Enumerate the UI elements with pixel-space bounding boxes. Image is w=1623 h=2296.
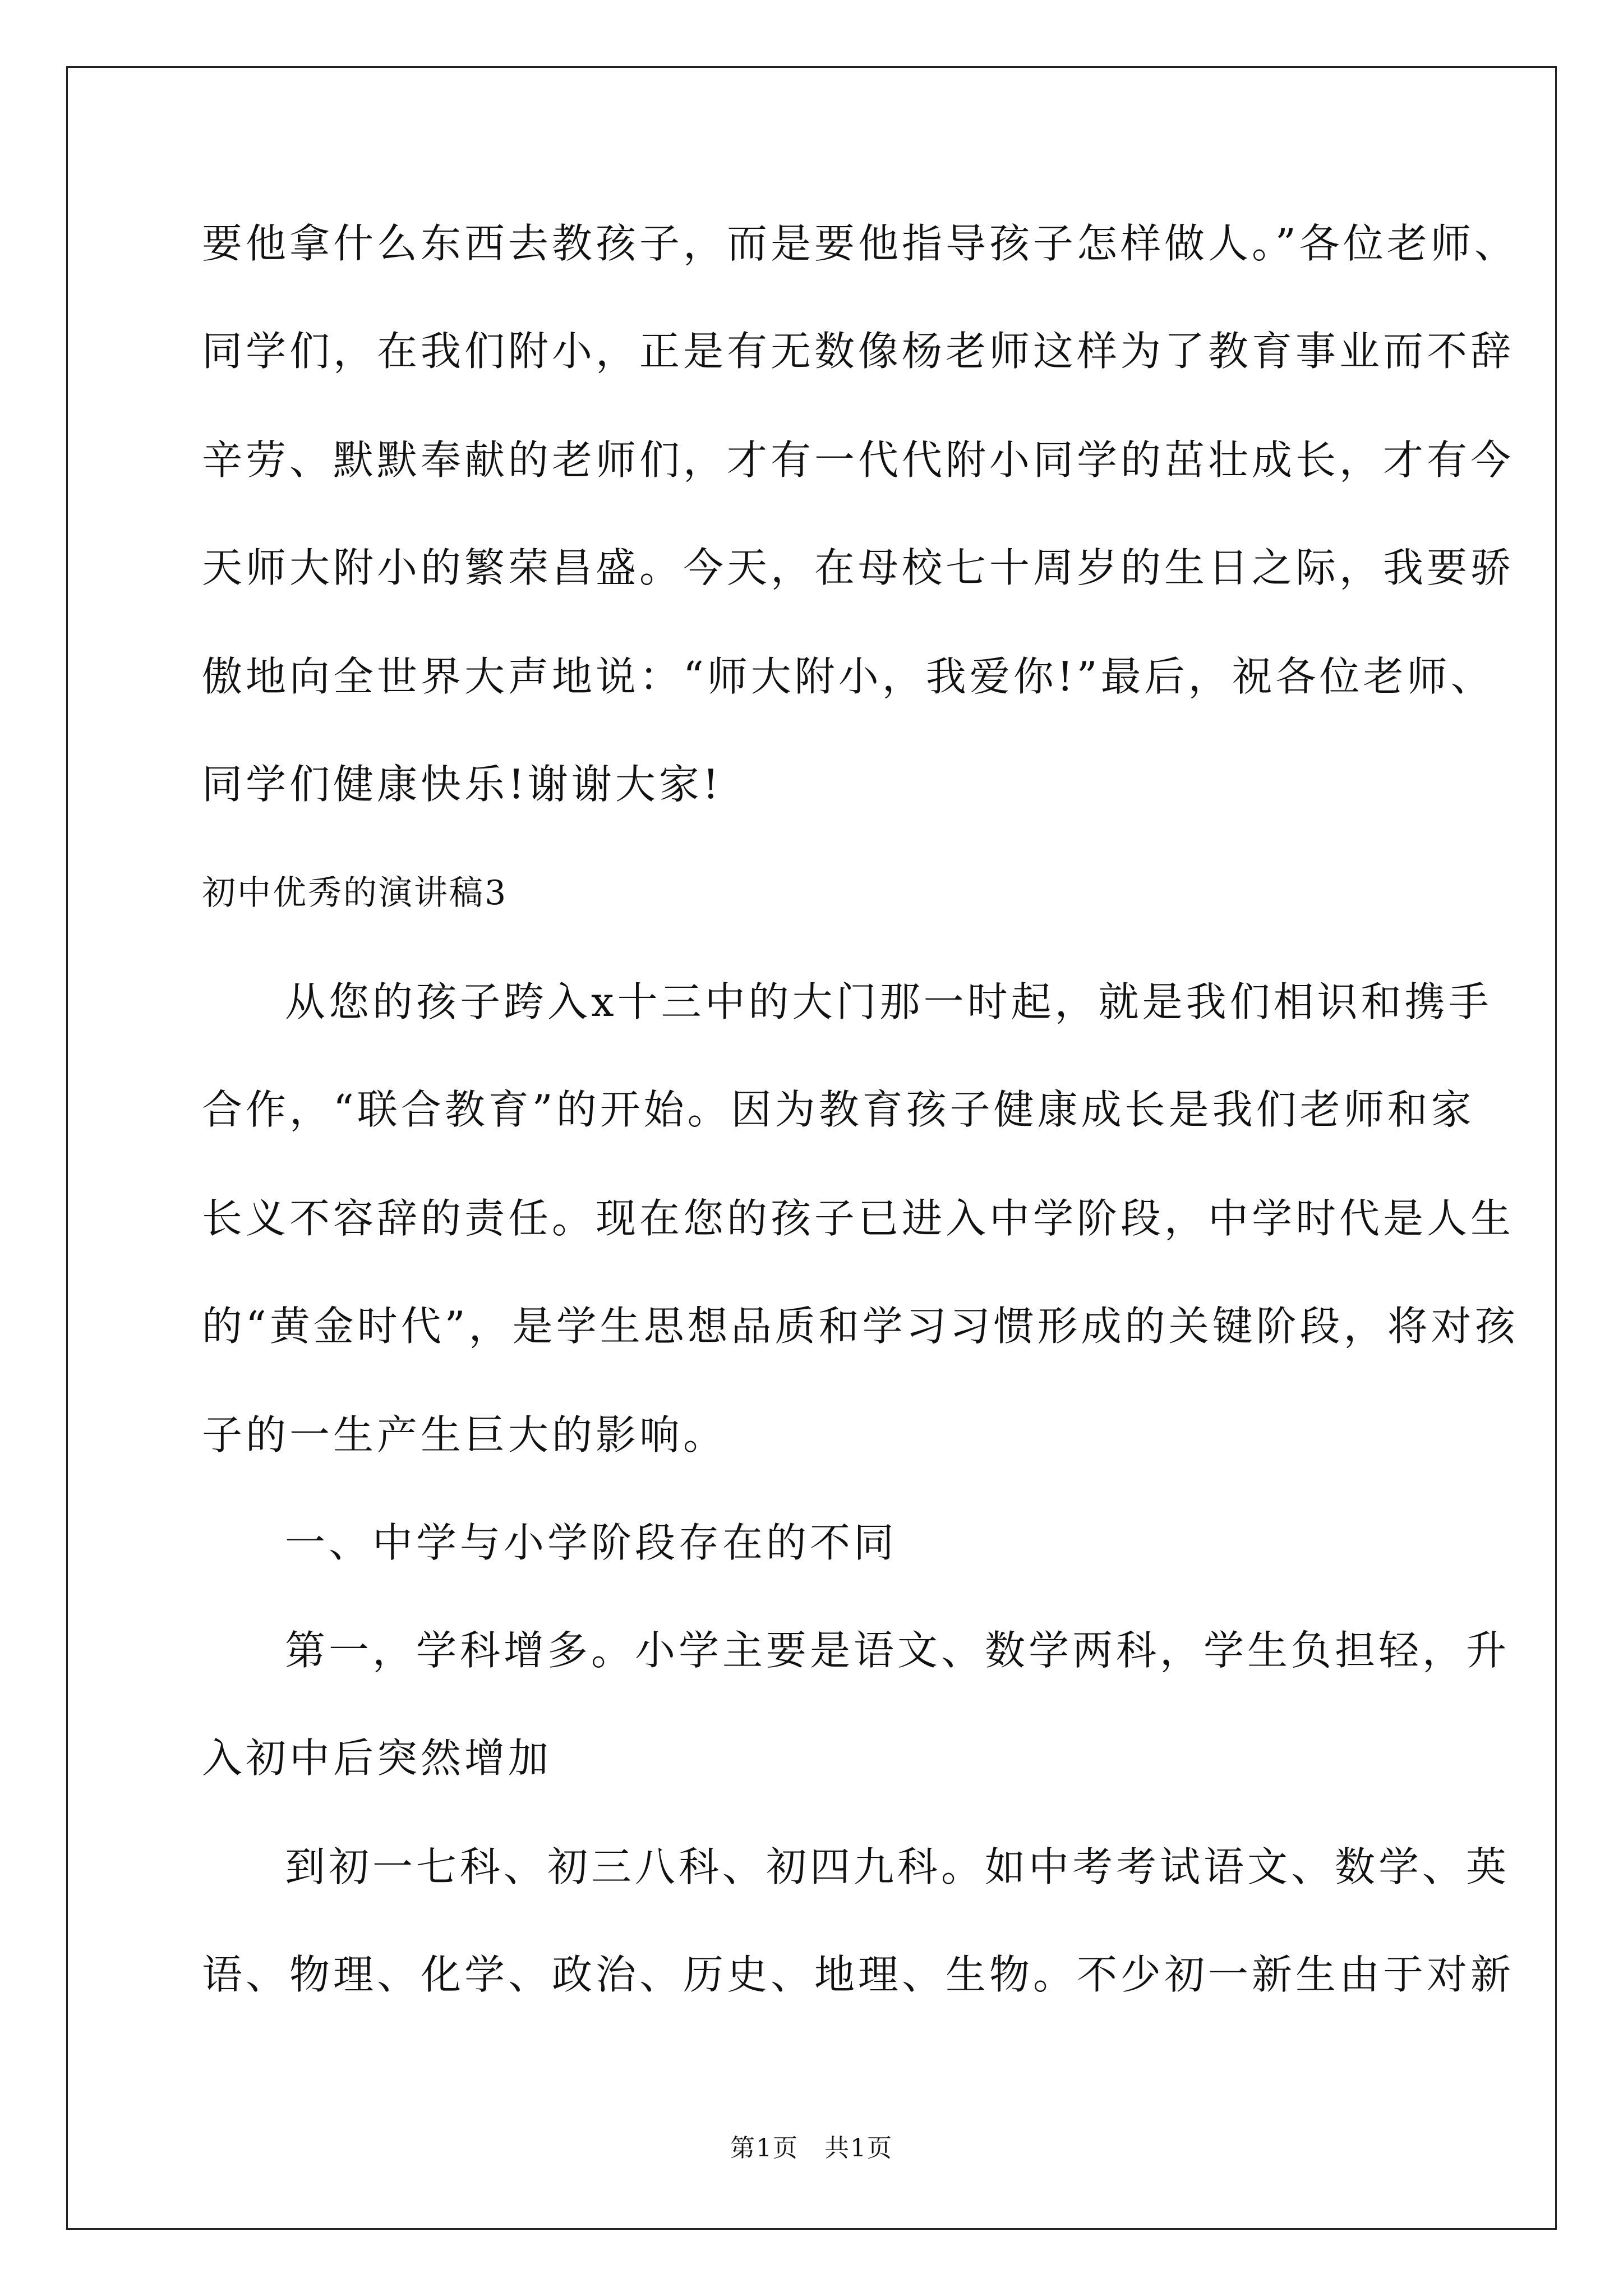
body-line: 入初中后突然增加 xyxy=(202,1734,552,1782)
body-line: 第一，学科增多。小学主要是语文、数学两科，学生负担轻，升 xyxy=(285,1627,1510,1674)
body-line: 辛劳、默默奉献的老师们，才有一代代附小同学的茁壮成长，才有今 xyxy=(202,436,1515,484)
section-heading: 初中优秀的演讲稿3 xyxy=(202,873,508,913)
body-line: 从您的孩子跨入x十三中的大门那一时起，就是我们相识和携手 xyxy=(285,978,1492,1025)
body-line: 傲地向全世界大声地说：“师大附小，我爱你!”最后，祝各位老师、 xyxy=(202,653,1495,700)
body-line: 同学们，在我们附小，正是有无数像杨老师这样为了教育事业而不辞 xyxy=(202,328,1515,375)
page-footer: 第1页 共1页 xyxy=(730,2134,893,2162)
body-line: 长义不容辞的责任。现在您的孩子已进入中学阶段，中学时代是人生 xyxy=(202,1195,1515,1242)
body-line: 天师大附小的繁荣昌盛。今天，在母校七十周岁的生日之际，我要骄 xyxy=(202,544,1515,591)
body-line: 子的一生产生巨大的影响。 xyxy=(202,1411,727,1458)
body-line: 要他拿什么东西去教孩子，而是要他指导孩子怎样做人。”各位老师、 xyxy=(202,220,1518,267)
page-border xyxy=(66,66,1557,2230)
body-line: 语、物理、化学、政治、历史、地理、生物。不少初一新生由于对新 xyxy=(202,1951,1515,1998)
subheading: 一、中学与小学阶段存在的不同 xyxy=(285,1519,898,1566)
body-line: 到初一七科、初三八科、初四九科。如中考考试语文、数学、英 xyxy=(285,1843,1510,1890)
body-line: 合作，“联合教育”的开始。因为教育孩子健康成长是我们老师和家 xyxy=(202,1086,1475,1133)
body-line: 同学们健康快乐!谢谢大家! xyxy=(202,761,722,808)
body-line: 的“黄金时代”，是学生思想品质和学习习惯形成的关键阶段，将对孩 xyxy=(202,1303,1519,1350)
